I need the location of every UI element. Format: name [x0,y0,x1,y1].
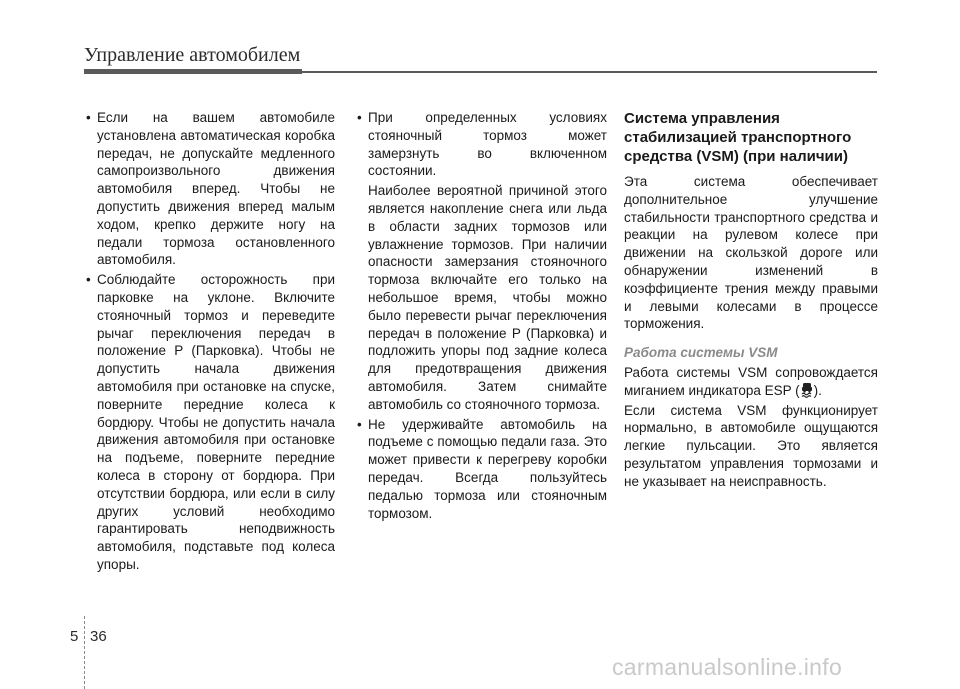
bullet-list [84,109,335,574]
bullet-item-gas-pedal: • Не удерживайте автомобиль на подъеме с помощью педали газа. Это может привести к перегреву коробки передач. Всегда пользуйтесь педалью тормоза или стояночным тормозом. [355,416,607,523]
vsm-intro: Эта система обеспечивает дополнительное улучшение стабильности транспортного средства и реакции на рулевом колесе при движении на скользкой дороге или обнаружении изменений в коэффициенте трения между правыми и левыми колесами в процессе торможения. [624,174,878,332]
section-title: Управление автомобилем [84,44,301,66]
vsm-operation-subheading: Работа системы VSM [624,345,778,361]
operation-text-start: Работа системы VSM сопровождается миганием индикатора ESP ( [624,364,878,398]
bullet-item-automatic-gearbox: • Если на вашем автомобиле установлена автоматическая коробка передач, не допускайте медленного самопроизвольного движения автомобиля вперед. Чтобы не допустить движения вперед малым ходом, крепко держите ногу на педали тормоза остановленного автомобиля. [84,109,335,269]
footer-divider [84,616,85,689]
bullet-text: При определенных условиях стояночный тормоз может замерзнуть во включенном состоянии. [368,110,607,179]
vsm-normal-operation: Если система VSM функционирует нормально, в автомобиле ощущаются легкие пульсации. Это является результатом управления тормозами и не указывает на неисправность. [624,402,878,489]
header-rule-thin [302,71,877,73]
bullet-list [355,416,607,523]
text-column-1 [84,109,335,576]
operation-text-end: ). [813,382,822,398]
watermark: carmanualsonline.info [612,654,843,680]
frozen-brake-explanation: Наиболее вероятной причиной этого является накопление снега или льда в области задних тормозов или увлажнение тормозов. При наличии опасности замерзания стояночного тормоза включайте его только на небольшое время, чтобы можно было перевести рычаг переключения передач в положение P (Парковка) и подложить упоры под задние колеса для предотвращения движения автомобиля. Затем снимайте автомобиль со стояночного тормоза. [368,183,607,412]
page-number: 36 [90,628,107,645]
text-column-2 [355,109,607,524]
bullet-item-slope-parking: • Соблюдайте осторожность при парковке на уклоне. Включите стояночный тормоз и переведите рычаг переключения передач в положение P (Парковка). Чтобы не допустить начала движения автомобиля при остановке на спуске, поверните передние колеса к бордюру. Чтобы не допустить начала движения автомобиля при остановке на подъеме, поверните передние колеса в сторону от бордюра. При отсутствии бордюра, или если в силу других условий необходимо гарантировать неподвижность автомобиля, подставьте под колеса упоры. [84,271,335,574]
header-rule-thick [84,69,302,74]
vsm-heading: Система управления стабилизацией транспортного средства (VSM) (при наличии) [624,110,852,165]
text-column-3 [624,109,878,493]
bullet-list [355,109,607,180]
esp-indicator-icon [800,382,814,398]
bullet-item-frozen-brake [355,109,607,180]
chapter-number: 5 [70,628,79,645]
vsm-operation-text [624,364,878,400]
